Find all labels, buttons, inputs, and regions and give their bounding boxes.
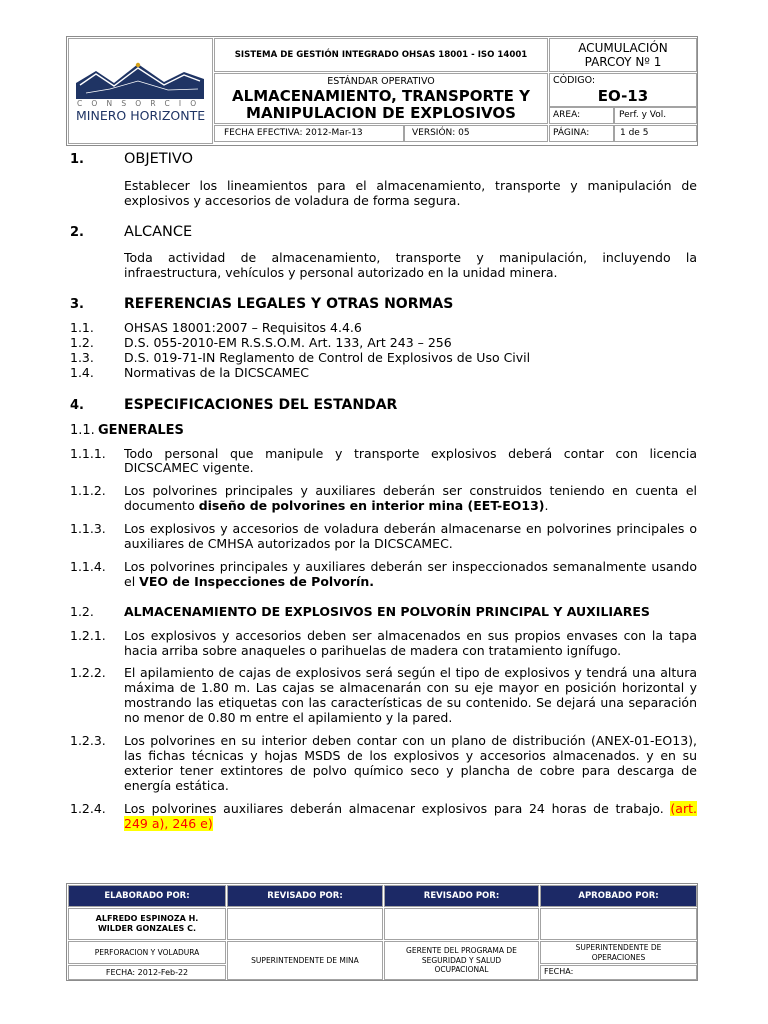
item-number: 1.1.3. bbox=[70, 521, 106, 536]
author-name: ALFREDO ESPINOZA H. bbox=[95, 914, 199, 923]
subsection-title-almacenamiento: ALMACENAMIENTO DE EXPLOSIVOS EN POLVORÍN PRINCIPAL Y AUXILIARES bbox=[124, 604, 650, 619]
logo-cell bbox=[68, 38, 213, 144]
section-number: 1. bbox=[70, 152, 84, 167]
reference-text: OHSAS 18001:2007 – Requisitos 4.4.6 bbox=[124, 320, 362, 335]
aprobado-role: SUPERINTENDENTE DE OPERACIONES bbox=[540, 941, 697, 964]
revisado-header-2: REVISADO POR: bbox=[384, 885, 539, 907]
paragraph-line: DICSCAMEC vigente. bbox=[124, 460, 254, 475]
text-segment: documento bbox=[124, 498, 199, 513]
section-number: 4. bbox=[70, 398, 84, 413]
reference-number: 1.3. bbox=[70, 350, 94, 365]
author-name: WILDER GONZALES C. bbox=[97, 924, 197, 933]
reference-text: D.S. 019-71-IN Reglamento de Control de Explosivos de Uso Civil bbox=[124, 350, 531, 365]
page-value: 1 de 5 bbox=[620, 128, 649, 138]
subsection-number: 1.1. bbox=[70, 423, 95, 438]
section-title-alcance: ALCANCE bbox=[124, 224, 193, 240]
item-number: 1.2.4. bbox=[70, 801, 106, 816]
elaborado-names-cell bbox=[68, 908, 226, 940]
section-number: 2. bbox=[70, 225, 84, 240]
paragraph-line: hacia arriba sobre anaqueles o parihuelas de madera con tratamiento ignífugo. bbox=[124, 643, 622, 658]
paragraph-line: Los polvorines en su interior deben contar con un plano de distribución (ANEX-01-EO13), bbox=[124, 733, 697, 748]
logo-company-name: MINERO HORIZONTE bbox=[76, 108, 206, 123]
area-value: Perf. y Vol. bbox=[619, 110, 667, 120]
document-title-cell bbox=[214, 73, 548, 124]
paragraph-line: El apilamiento de cajas de explosivos será según el tipo de explosivos y tendrá una altura bbox=[124, 665, 697, 680]
revisado-role-2: GERENTE DEL PROGRAMA DE SEGURIDAD Y SALUD OCUPACIONAL bbox=[384, 941, 539, 980]
code-label: CÓDIGO: bbox=[553, 75, 596, 86]
text-segment: el bbox=[124, 574, 140, 589]
effective-date: FECHA EFECTIVA: 2012-Mar-13 bbox=[224, 128, 363, 138]
code-cell bbox=[549, 73, 697, 107]
reference-text: D.S. 055-2010-EM R.S.S.O.M. Art. 133, Art 243 – 256 bbox=[124, 335, 452, 350]
elaborado-date: FECHA: 2012-Feb-22 bbox=[68, 965, 226, 980]
revisado-signature-cell-1 bbox=[227, 908, 383, 940]
paragraph-line bbox=[124, 816, 697, 832]
paragraph-line: auxiliares de CMHSA autorizados por la DICSCAMEC. bbox=[124, 536, 453, 551]
area-label: AREA: bbox=[553, 110, 581, 120]
elaborado-header: ELABORADO POR: bbox=[68, 885, 226, 907]
area-label-cell bbox=[549, 107, 614, 124]
aprobado-header: APROBADO POR: bbox=[540, 885, 697, 907]
paragraph-line: Toda actividad de almacenamiento, transporte y manipulación, incluyendo la bbox=[124, 250, 697, 265]
paragraph-line: no menor de 0.80 m entre el apilamiento y la pared. bbox=[124, 710, 453, 725]
paragraph-line: Los explosivos y accesorios de voladura deberán almacenarse en polvorines principales o bbox=[124, 521, 697, 536]
unit-line-2: PARCOY Nº 1 bbox=[584, 55, 662, 69]
item-number: 1.1.4. bbox=[70, 559, 106, 574]
aprobado-date: FECHA: bbox=[540, 965, 697, 980]
revisado-header-1: REVISADO POR: bbox=[227, 885, 383, 907]
paragraph-line: Todo personal que manipule y transporte explosivos deberá contar con licencia bbox=[124, 446, 697, 461]
paragraph-line bbox=[124, 574, 697, 590]
reference-number: 1.1. bbox=[70, 320, 94, 335]
section-title-objetivo: OBJETIVO bbox=[124, 151, 194, 167]
reference-number: 1.2. bbox=[70, 335, 94, 350]
paragraph-line: Establecer los lineamientos para el almacenamiento, transporte y manipulación de bbox=[124, 178, 697, 193]
paragraph-line: energía estática. bbox=[124, 778, 229, 793]
aprobado-signature-cell bbox=[540, 908, 697, 940]
paragraph-line: infraestructura, vehículos y personal autorizado en la unidad minera. bbox=[124, 265, 558, 280]
section-title-especificaciones: ESPECIFICACIONES DEL ESTANDAR bbox=[124, 397, 398, 413]
revisado-signature-cell-2 bbox=[384, 908, 539, 940]
elaborado-role: PERFORACION Y VOLADURA bbox=[68, 941, 226, 964]
subsection-number: 1.2. bbox=[70, 604, 94, 619]
item-number: 1.2.3. bbox=[70, 733, 106, 748]
area-value-cell bbox=[614, 107, 697, 124]
page-value-cell bbox=[614, 125, 697, 142]
paragraph-line: Los polvorines principales y auxiliares deberán ser construidos teniendo en cuenta el bbox=[124, 483, 697, 498]
paragraph-line: explosivos y accesorios de voladura de forma segura. bbox=[124, 193, 461, 208]
section-number: 3. bbox=[70, 297, 84, 312]
page-label-cell bbox=[549, 125, 614, 142]
item-number: 1.2.2. bbox=[70, 665, 106, 680]
reference-number: 1.4. bbox=[70, 365, 94, 380]
unit-cell bbox=[549, 38, 697, 72]
version-cell bbox=[404, 125, 548, 142]
mountain-logo-icon bbox=[76, 59, 204, 99]
document-title-line-1: ALMACENAMIENTO, TRANSPORTE Y bbox=[232, 86, 530, 105]
highlighted-reference: (art. bbox=[670, 801, 697, 816]
paragraph-line: máxima de 1.80 m. Las cajas se almacenarán con su eje mayor en posición horizontal y bbox=[124, 680, 697, 695]
paragraph-line bbox=[124, 498, 697, 514]
paragraph-line: Los explosivos y accesorios deben ser almacenados en sus propios envases con la tapa bbox=[124, 628, 697, 643]
system-title-cell bbox=[214, 38, 548, 72]
logo-consorcio-text: CONSORCIO bbox=[77, 99, 206, 108]
text-segment: Los polvorines auxiliares deberán almacenar explosivos para 24 horas de trabajo. bbox=[124, 801, 664, 816]
effective-date-cell bbox=[214, 125, 404, 142]
item-number: 1.1.1. bbox=[70, 446, 106, 461]
paragraph-line: exterior tener extintores de polvo químico seco y plancha de cobre para descarga de bbox=[124, 763, 697, 778]
paragraph-line bbox=[124, 801, 697, 817]
document-type: ESTÁNDAR OPERATIVO bbox=[327, 75, 435, 87]
code-value: EO-13 bbox=[597, 87, 649, 105]
section-title-referencias: REFERENCIAS LEGALES Y OTRAS NORMAS bbox=[124, 296, 454, 312]
system-title: SISTEMA DE GESTIÓN INTEGRADO OHSAS 18001 - ISO 14001 bbox=[234, 50, 528, 60]
bold-reference: diseño de polvorines en interior mina (EET-EO13) bbox=[198, 498, 545, 513]
subsection-title-generales: GENERALES bbox=[98, 423, 184, 438]
version: VERSIÓN: 05 bbox=[412, 128, 470, 138]
bold-reference: VEO de Inspecciones de Polvorín. bbox=[139, 574, 375, 589]
page-label: PÁGINA: bbox=[553, 128, 590, 138]
unit-line-1: ACUMULACIÓN bbox=[578, 41, 668, 55]
item-number: 1.2.1. bbox=[70, 628, 106, 643]
paragraph-line: Los polvorines principales y auxiliares deberán ser inspeccionados semanalmente usando bbox=[124, 559, 697, 574]
paragraph-line: las fichas técnicas y hojas MSDS de los explosivos y accesorios almacenados. y en su bbox=[124, 748, 697, 763]
paragraph-line: mostrando las etiquetas con las características de su contenido. Se dejará una separación bbox=[124, 695, 697, 710]
revisado-role-1: SUPERINTENDENTE DE MINA bbox=[227, 941, 383, 980]
item-number: 1.1.2. bbox=[70, 483, 106, 498]
highlighted-reference: 249 a), 246 e) bbox=[124, 816, 213, 831]
text-segment: . bbox=[544, 498, 549, 513]
reference-text: Normativas de la DICSCAMEC bbox=[124, 365, 310, 380]
document-title-line-2: MANIPULACION DE EXPLOSIVOS bbox=[246, 103, 516, 122]
